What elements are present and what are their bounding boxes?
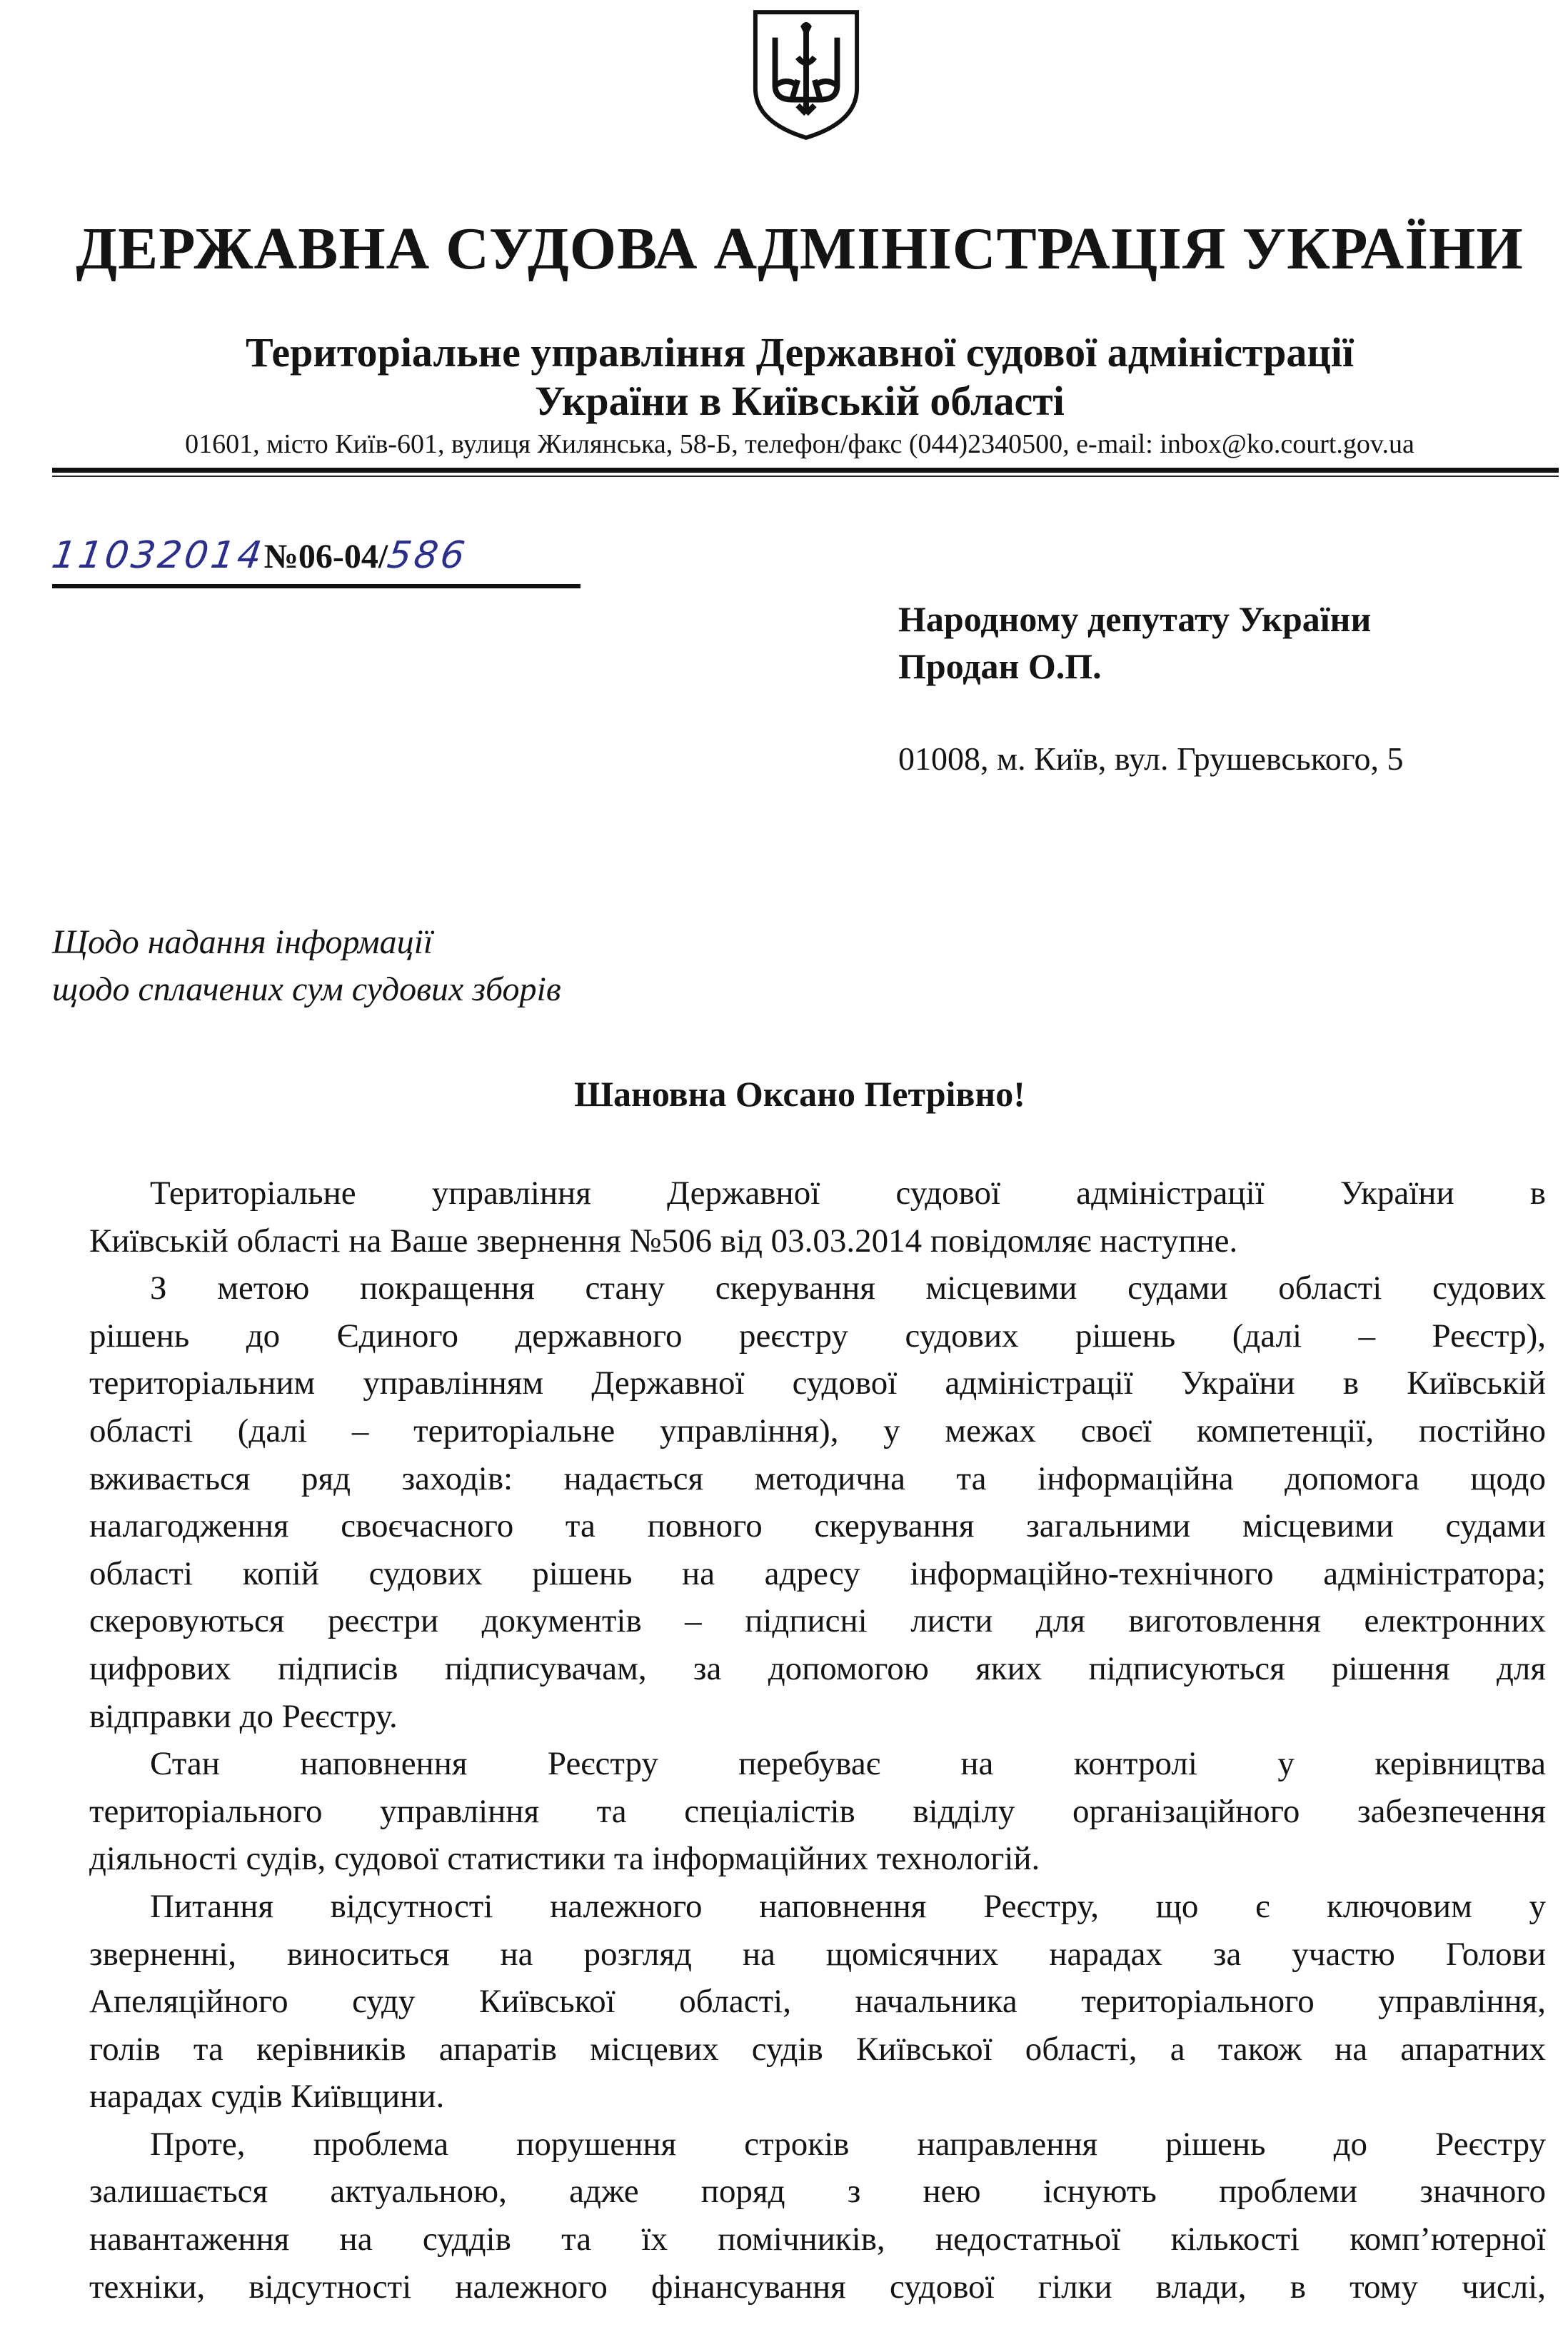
paragraph-line: відправки до Реєстру. — [89, 1697, 398, 1735]
contact-line: 01601, місто Київ-601, вулиця Жилянська, 58-Б, телефон/факс (044)2340500, e-mail: inbox@ko.court.gov.ua — [185, 429, 1414, 459]
paragraph-line: нарадах судів Київщини. — [89, 2078, 445, 2116]
paragraph-line: Проте, проблема порушення строків направлення рішень до Реєстру — [150, 2125, 1546, 2163]
letter-body — [89, 1170, 1546, 2311]
organization-title: ДЕРЖАВНА СУДОВА АДМІНІСТРАЦІЯ УКРАЇНИ — [76, 216, 1524, 282]
paragraph-line: навантаження на суддів та їх помічників, недостатньої кількості комп’ютерної — [89, 2221, 1546, 2258]
paragraph-line: Стан наповнення Реєстру перебуває на контролі у керівництва — [150, 1745, 1546, 1783]
reference-number: №06-04/ — [263, 538, 388, 576]
paragraph-line: цифрових підписів підписувачам, за допомогою яких підписуються рішення для — [89, 1649, 1546, 1687]
header-divider-thin — [52, 476, 1559, 477]
department-name-line1: Територіальне управління Державної судової адміністрації — [245, 329, 1355, 376]
outgoing-reference — [49, 534, 581, 588]
paragraph-line: діяльності судів, судової статистики та інформаційних технологій. — [89, 1840, 1040, 1878]
department-name-line2: України в Київській області — [535, 378, 1065, 424]
header-divider — [52, 468, 1559, 473]
paragraph-line: області копій судових рішень на адресу інформаційно-технічного адміністратора; — [89, 1554, 1546, 1592]
paragraph-line: області (далі – територіальне управління), у межах своєї компетенції, постійно — [89, 1412, 1546, 1449]
paragraph-line: рішень до Єдиного державного реєстру судових рішень (далі – Реєстр), — [89, 1317, 1546, 1355]
recipient-address: 01008, м. Київ, вул. Грушевського, 5 — [898, 740, 1404, 777]
handwritten-date: 11032014 — [49, 534, 267, 577]
paragraph-line: скеровуються реєстри документів – підписні листи для виготовлення електронних — [89, 1602, 1546, 1640]
salutation: Шановна Оксано Петрівно! — [574, 1074, 1025, 1114]
paragraph-line: Питання відсутності належного наповнення Реєстру, що є ключовим у — [150, 1887, 1546, 1925]
paragraph-line: вживається ряд заходів: надається методична та інформаційна допомога щодо — [89, 1459, 1546, 1497]
paragraph-line: зверненні, виноситься на розгляд на щомісячних нарадах за участю Голови — [89, 1935, 1546, 1973]
paragraph-line: Київській області на Ваше звернення №506 від 03.03.2014 повідомляє наступне. — [89, 1222, 1238, 1260]
paragraph-line: Апеляційного суду Київської області, начальника територіального управління, — [89, 1983, 1546, 2021]
paragraph-line: З метою покращення стану скерування місцевими судами області судових — [150, 1270, 1546, 1307]
paragraph-line: територіальним управлінням Державної судової адміністрації України в Київській — [89, 1364, 1546, 1402]
paragraph-line: залишається актуальною, адже поряд з нею існують проблеми значного — [89, 2173, 1546, 2211]
paragraph-line: голів та керівників апаратів місцевих судів Київської області, а також на апаратних — [89, 2030, 1546, 2068]
handwritten-number: 586 — [385, 534, 471, 577]
paragraph-line: техніки, відсутності належного фінансування судової гілки влади, в тому числі, — [89, 2268, 1546, 2306]
paragraph-line: налагодження своєчасного та повного скерування загальними місцевими судами — [89, 1507, 1546, 1545]
trident-emblem-icon — [750, 6, 863, 143]
paragraph-line: Територіальне управління Державної судової адміністрації України в — [150, 1175, 1546, 1212]
subject-line2: щодо сплачених сум судових зборів — [52, 970, 561, 1008]
recipient-name: Продан О.П. — [898, 646, 1102, 686]
paragraph-line: територіального управління та спеціалістів відділу організаційного забезпечення — [89, 1792, 1546, 1830]
recipient-title: Народному депутату України — [898, 599, 1372, 639]
subject-line1: Щодо надання інформації — [52, 923, 433, 961]
